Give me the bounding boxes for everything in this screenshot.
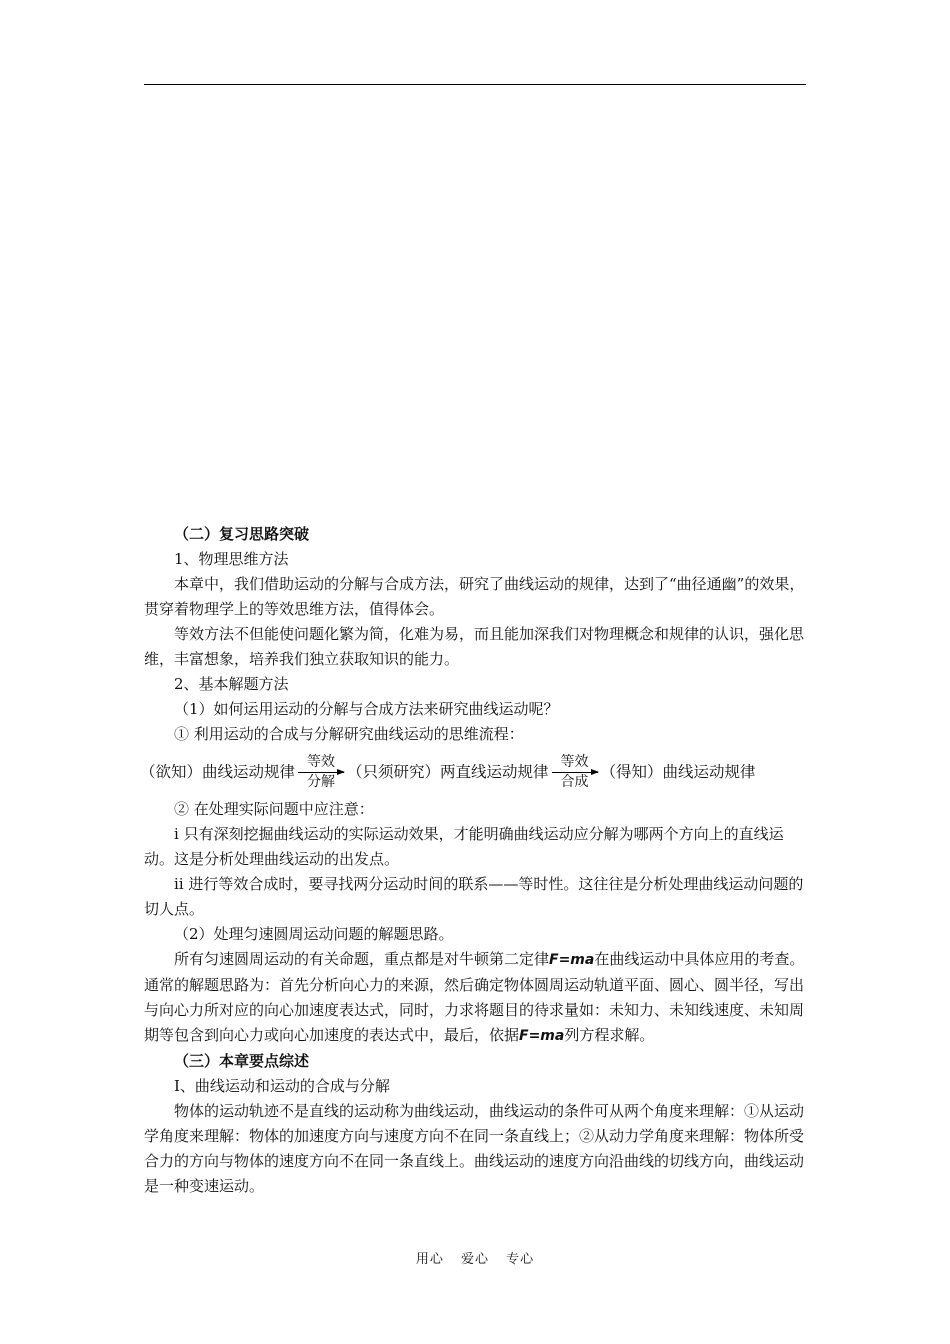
section-heading-review: （二）复习思路突破 bbox=[174, 525, 310, 543]
question-1: （1）如何运用运动的分解与合成方法来研究曲线运动呢？ bbox=[174, 700, 559, 718]
arrow-right-icon bbox=[552, 772, 598, 773]
note-i: ⅰ 只有深刻挖掘曲线运动的实际运动效果，才能明确曲线运动应分解为哪两个方向上的直线运动。这是分析处理曲线运动的出发点。 bbox=[144, 825, 784, 868]
question-2: （2）处理匀速圆周运动问题的解题思路。 bbox=[174, 925, 454, 943]
text-run: 所有匀速圆周运动的有关命题，重点都是对牛顿第二定律 bbox=[174, 950, 550, 968]
paragraph-equivalence-method: 等效方法不但能使问题化繁为简，化难为易，而且能加深我们对物理概念和规律的认识，强化思维，丰富想象，培养我们独立获取知识的能力。 bbox=[144, 625, 805, 668]
arrow-right-icon bbox=[298, 772, 344, 773]
paragraph-curved-motion-definition: 物体的运动轨迹不是直线的运动称为曲线运动，曲线运动的条件可从两个角度来理解：①从运动学角度来理解：物体的加速度方向与速度方向不在同一条直线上；②从动力学角度来理解：物体所受合力的方向与物体的速度方向不在同一条直线上。曲线运动的速度方向沿曲线的切线方向，曲线运动是一种变速运动。 bbox=[144, 1102, 805, 1195]
circled-point-1: ① 利用运动的合成与分解研究曲线运动的思维流程： bbox=[174, 725, 524, 743]
section-heading-summary: （三）本章要点综述 bbox=[174, 1052, 310, 1070]
document-body bbox=[140, 522, 806, 1199]
formula-newton-second-law: F=ma bbox=[519, 1028, 565, 1044]
thinking-flow-diagram bbox=[140, 747, 806, 797]
flow-step-known: （得知）曲线运动规律 bbox=[600, 762, 756, 781]
arrow-label-top: 等效 bbox=[307, 753, 336, 770]
paragraph-chapter-intro: 本章中，我们借助运动的分解与合成方法，研究了曲线运动的规律，达到了“曲径通幽”的效果，贯穿着物理学上的等效思维方法，值得体会。 bbox=[144, 575, 805, 618]
flow-arrow-decompose bbox=[298, 754, 344, 791]
flow-step-want-to-know: （欲知）曲线运动规律 bbox=[140, 762, 296, 781]
arrow-label-bottom: 分解 bbox=[307, 773, 336, 790]
text-run: 列方程求解。 bbox=[564, 1026, 655, 1044]
formula-newton-second-law: F=ma bbox=[549, 952, 595, 968]
arrow-label-top: 等效 bbox=[560, 753, 589, 770]
paragraph-circular-motion bbox=[144, 947, 806, 1049]
text-run: 在曲线运动中具体应用的考查。通常的解题思路为：首先分析向心力的来源，然后确定物体圆周运动轨道平面、圆心、圆半径，写出与向心力所对应的向心加速度表达式，同时，力求将题目的待求量如：未知力、未知线速度、未知周期等包含到向心力或向心加速度的表达式中，最后，依据 bbox=[144, 950, 805, 1044]
page-footer: 用心 爱心 专心 bbox=[415, 1252, 535, 1267]
circled-point-2: ② 在处理实际问题中应注意： bbox=[174, 800, 374, 818]
subheading-curved-motion: Ⅰ、曲线运动和运动的合成与分解 bbox=[174, 1077, 390, 1095]
header-rule bbox=[144, 84, 806, 85]
arrow-label-bottom: 合成 bbox=[560, 773, 589, 790]
subheading-solving-method: 2、基本解题方法 bbox=[174, 675, 289, 693]
subheading-thinking-method: 1、物理思维方法 bbox=[174, 550, 289, 568]
flow-arrow-compose bbox=[552, 754, 598, 791]
note-ii: ⅱ 进行等效合成时，要寻找两分运动时间的联系——等时性。这往往是分析处理曲线运动问题的切人点。 bbox=[144, 875, 804, 918]
flow-step-study: （只须研究）两直线运动规律 bbox=[347, 762, 549, 781]
